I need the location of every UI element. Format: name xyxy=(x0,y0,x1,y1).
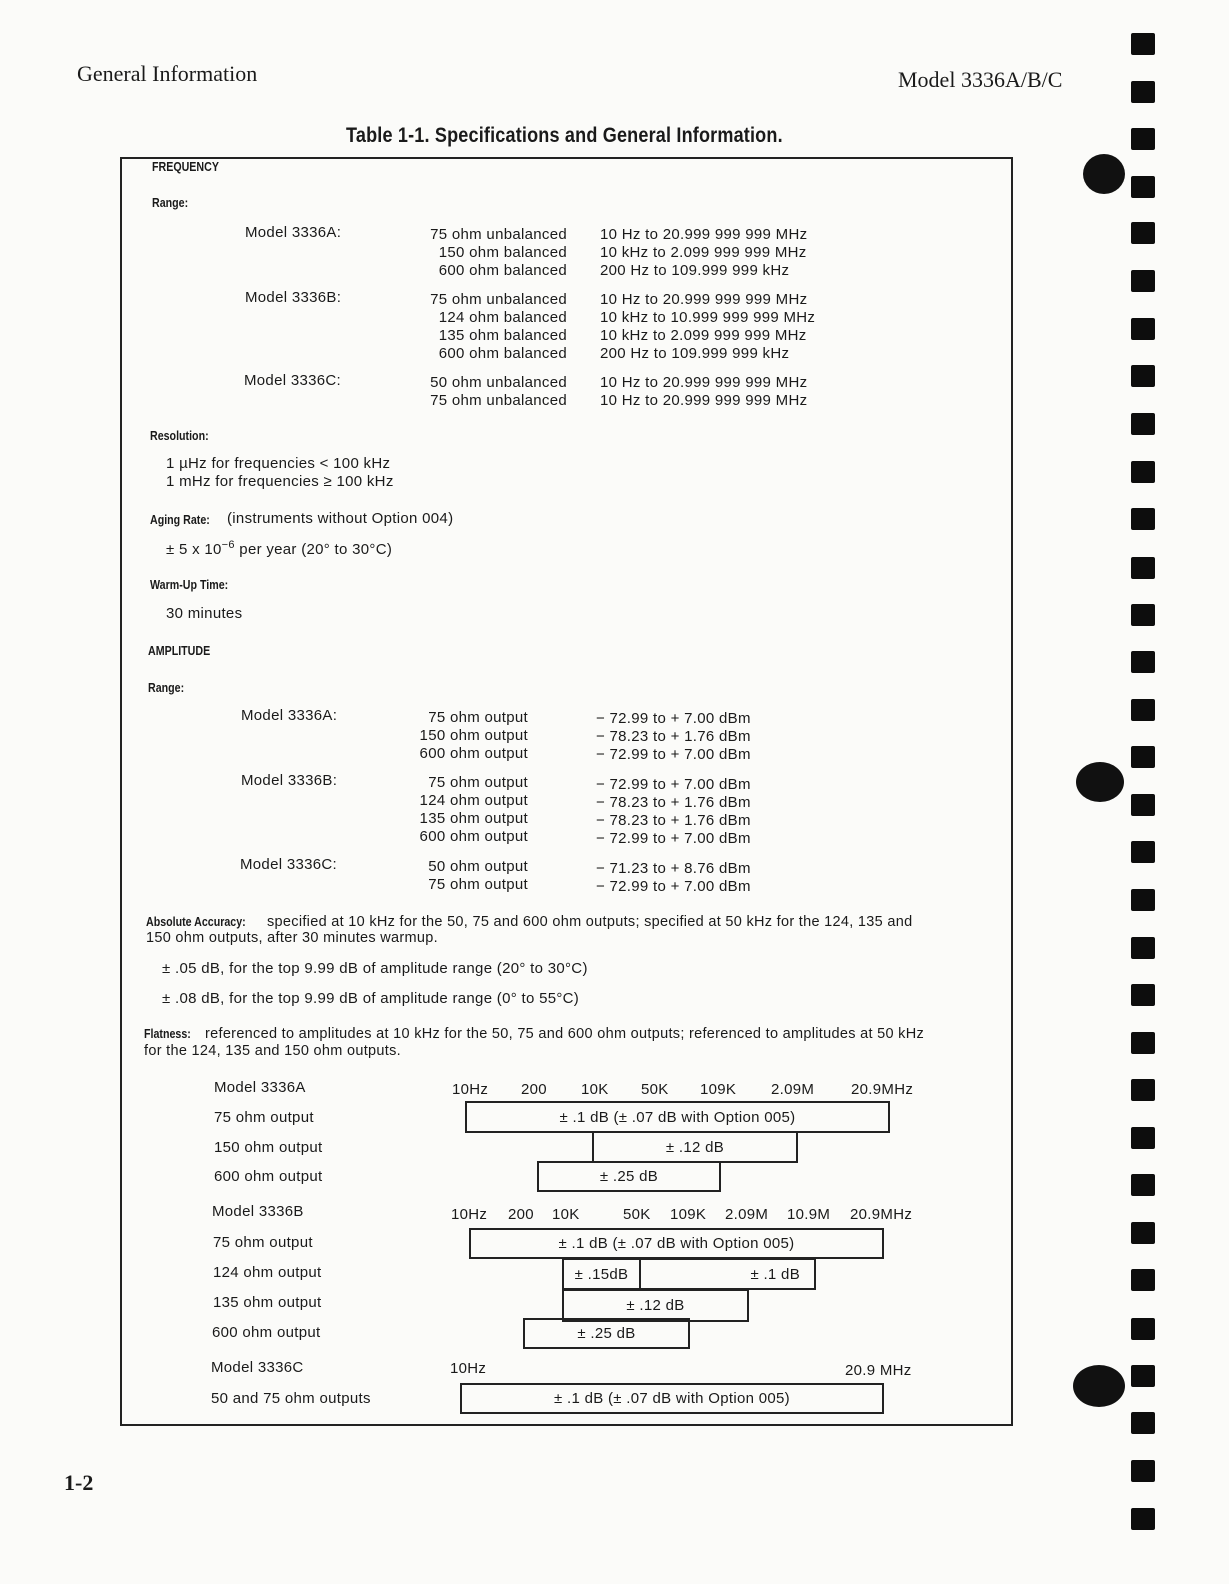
page-number: 1-2 xyxy=(64,1470,94,1495)
freq-model-a: Model 3336A: xyxy=(245,224,342,241)
table-title: Table 1-1. Specifications and General Information. xyxy=(346,124,783,147)
amp-ranges-b: − 72.99 to + 7.00 dBm − 78.23 to + 1.76 dBm − 78.23 to + 1.76 dBm − 72.99 to + 7.00 dBm xyxy=(596,776,751,847)
amp-outputs-c: 50 ohm output 75 ohm output xyxy=(428,858,528,893)
flat-b-box: ± .1 dB xyxy=(639,1258,816,1290)
freq-impedances-a: 75 ohm unbalanced 150 ohm balanced 600 ohm balanced xyxy=(430,226,567,279)
flat-b-box: ± .12 dB xyxy=(562,1289,749,1322)
flat-a-box: ± .12 dB xyxy=(592,1131,798,1163)
flat-c-tick: 20.9 MHz xyxy=(845,1362,912,1379)
flatness-text-2: for the 124, 135 and 150 ohm outputs. xyxy=(144,1043,401,1059)
accuracy-item-2: ± .08 dB, for the top 9.99 dB of amplitude range (0° to 55°C) xyxy=(162,990,580,1007)
accuracy-text-2: 150 ohm outputs, after 30 minutes warmup. xyxy=(146,930,438,946)
flat-a-tick: 200 xyxy=(521,1081,547,1098)
flat-b-tick: 200 xyxy=(508,1206,534,1223)
flat-a-row: 600 ohm output xyxy=(214,1168,323,1185)
amplitude-range-label: Range: xyxy=(148,680,185,695)
amp-ranges-a: − 72.99 to + 7.00 dBm − 78.23 to + 1.76 dBm − 72.99 to + 7.00 dBm xyxy=(596,710,751,763)
freq-impedances-c: 50 ohm unbalanced 75 ohm unbalanced xyxy=(430,374,567,409)
frequency-heading: FREQUENCY xyxy=(152,159,219,174)
flat-b-tick: 109K xyxy=(670,1206,707,1223)
flat-b-tick: 10Hz xyxy=(451,1206,488,1223)
flat-b-tick: 2.09M xyxy=(725,1206,769,1223)
flat-b-box: ± .15dB xyxy=(562,1258,641,1290)
freq-ranges-b: 10 Hz to 20.999 999 999 MHz 10 kHz to 10.999 999 999 MHz 10 kHz to 2.099 999 999 MHz 200 Hz to 109.999 999 kHz xyxy=(600,291,816,362)
flat-c-tick: 10Hz xyxy=(450,1360,487,1377)
freq-ranges-c: 10 Hz to 20.999 999 999 MHz 10 Hz to 20.999 999 999 MHz xyxy=(600,374,808,409)
freq-model-b: Model 3336B: xyxy=(245,289,342,306)
amp-outputs-a: 75 ohm output 150 ohm output 600 ohm output xyxy=(419,709,528,762)
accuracy-text-1: specified at 10 kHz for the 50, 75 and 600 ohm outputs; specified at 50 kHz for the 124, 135 and xyxy=(267,914,913,930)
flat-a-tick: 50K xyxy=(641,1081,669,1098)
flat-b-tick: 50K xyxy=(623,1206,651,1223)
amp-outputs-b: 75 ohm output 124 ohm output 135 ohm output 600 ohm output xyxy=(419,774,528,845)
amp-ranges-c: − 71.23 to + 8.76 dBm − 72.99 to + 7.00 dBm xyxy=(596,860,751,895)
flat-c-box: ± .1 dB (± .07 dB with Option 005) xyxy=(460,1383,884,1414)
flat-b-model: Model 3336B xyxy=(212,1203,304,1220)
header-right: Model 3336A/B/C xyxy=(898,67,1063,92)
aging-value: ± 5 x $10^{-6}$ per year (20° to 30°C) xyxy=(166,539,393,558)
flat-a-row: 75 ohm output xyxy=(214,1109,314,1126)
flat-b-box: ± .1 dB (± .07 dB with Option 005) xyxy=(469,1228,884,1259)
flat-b-row: 600 ohm output xyxy=(212,1324,321,1341)
flat-c-row: 50 and 75 ohm outputs xyxy=(211,1390,371,1407)
aging-label: Aging Rate: xyxy=(150,512,210,527)
flat-a-tick: 10Hz xyxy=(452,1081,489,1098)
amplitude-heading: AMPLITUDE xyxy=(148,643,211,658)
freq-model-c: Model 3336C: xyxy=(244,372,341,389)
flat-a-tick: 10K xyxy=(581,1081,609,1098)
freq-impedances-b: 75 ohm unbalanced 124 ohm balanced 135 ohm balanced 600 ohm balanced xyxy=(430,291,567,362)
amp-model-c: Model 3336C: xyxy=(240,856,337,873)
flat-a-box: ± .25 dB xyxy=(537,1161,721,1192)
flat-b-row: 124 ohm output xyxy=(213,1264,322,1281)
flat-a-model: Model 3336A xyxy=(214,1079,306,1096)
flatness-label: Flatness: xyxy=(144,1026,191,1041)
aging-note: (instruments without Option 004) xyxy=(227,510,454,527)
flat-b-row: 75 ohm output xyxy=(213,1234,313,1251)
flat-a-tick: 109K xyxy=(700,1081,737,1098)
resolution-label: Resolution: xyxy=(150,428,209,443)
flat-a-tick: 20.9MHz xyxy=(851,1081,914,1098)
frequency-range-label: Range: xyxy=(152,195,189,210)
flat-b-box: ± .25 dB xyxy=(523,1318,690,1349)
accuracy-item-1: ± .05 dB, for the top 9.99 dB of amplitude range (20° to 30°C) xyxy=(162,960,588,977)
accuracy-label: Absolute Accuracy: xyxy=(146,914,246,929)
amp-model-a: Model 3336A: xyxy=(241,707,338,724)
amp-model-b: Model 3336B: xyxy=(241,772,338,789)
warmup-value: 30 minutes xyxy=(166,605,243,622)
resolution-values: 1 µHz for frequencies < 100 kHz 1 mHz for frequencies ≥ 100 kHz xyxy=(166,455,394,490)
header-left: General Information xyxy=(77,61,258,86)
flat-a-row: 150 ohm output xyxy=(214,1139,323,1156)
flatness-text-1: referenced to amplitudes at 10 kHz for the 50, 75 and 600 ohm outputs; referenced to amplitudes at 50 kHz xyxy=(205,1026,925,1042)
freq-ranges-a: 10 Hz to 20.999 999 999 MHz 10 kHz to 2.099 999 999 MHz 200 Hz to 109.999 999 kHz xyxy=(600,226,808,279)
flat-b-row: 135 ohm output xyxy=(213,1294,322,1311)
flat-b-tick: 20.9MHz xyxy=(850,1206,913,1223)
warmup-label: Warm-Up Time: xyxy=(150,577,229,592)
flat-b-tick: 10.9M xyxy=(787,1206,831,1223)
flat-a-tick: 2.09M xyxy=(771,1081,815,1098)
flat-c-model: Model 3336C xyxy=(211,1359,304,1376)
flat-b-tick: 10K xyxy=(552,1206,580,1223)
flat-a-box: ± .1 dB (± .07 dB with Option 005) xyxy=(465,1101,890,1133)
